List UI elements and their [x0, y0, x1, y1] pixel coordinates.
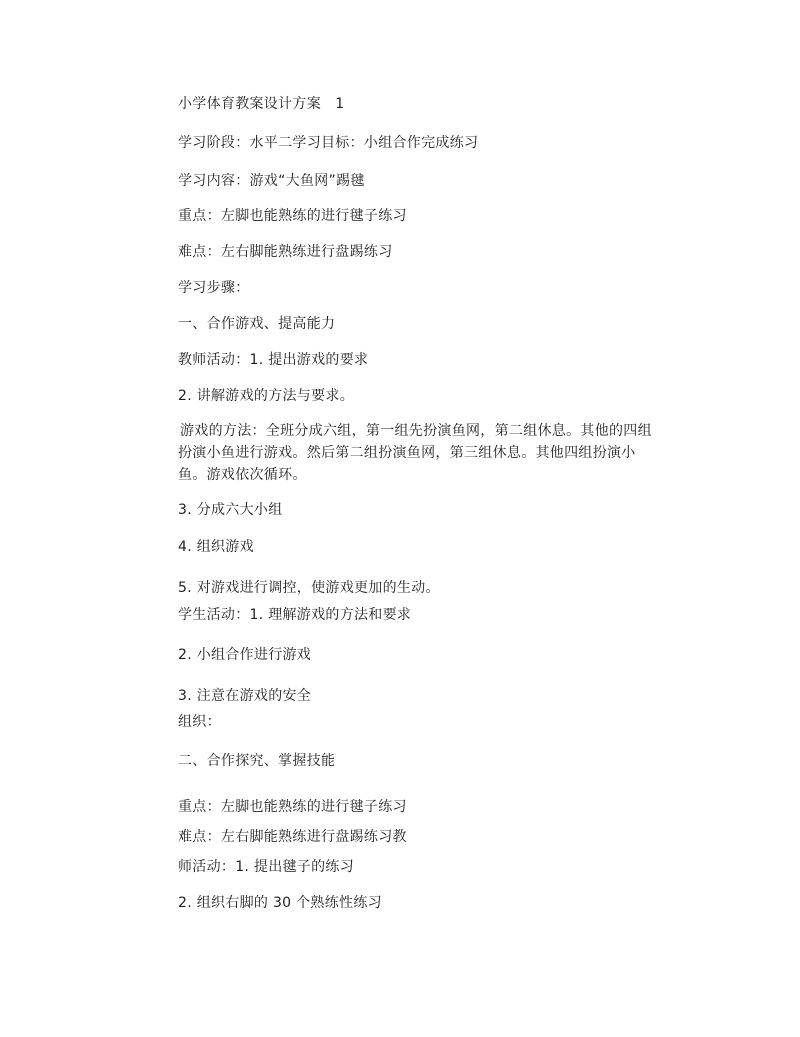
- difficulty-text: 难点：左右脚能熟练进行盘踢练习: [178, 244, 393, 260]
- game-method-paragraph: 游戏的方法：全班分成六组，第一组先扮演鱼网，第二组休息。其他的四组扮演小鱼进行游戏。然后第二组扮演鱼网，第三组休息。其他四组扮演小鱼。游戏依次循环。: [178, 423, 652, 483]
- teacher-item-5: 5. 对游戏进行调控，使游戏更加的生动。: [178, 580, 440, 596]
- student-item-2: 2. 小组合作进行游戏: [178, 647, 312, 663]
- teacher-item-3: 3. 分成六大小组: [178, 502, 283, 518]
- teacher-item-4: 4. 组织游戏: [178, 539, 254, 555]
- organization-label: 组织：: [178, 714, 221, 730]
- teacher-item-2: 2. 讲解游戏的方法与要求。: [178, 388, 355, 404]
- key-point-2-text: 重点：左脚也能熟练的进行毽子练习: [178, 799, 407, 815]
- teacher-activity-1: 教师活动：1. 提出游戏的要求: [178, 352, 369, 368]
- section-2-heading: 二、合作探究、掌握技能: [178, 753, 336, 769]
- teacher-item-2b: 2. 组织右脚的 30 个熟练性练习: [178, 895, 382, 911]
- steps-heading: 学习步骤：: [178, 280, 250, 296]
- key-point-text: 重点：左脚也能熟练的进行毽子练习: [178, 208, 407, 224]
- section-1-heading: 一、合作游戏、提高能力: [178, 316, 336, 332]
- student-activity-1: 学生活动：1. 理解游戏的方法和要求: [178, 607, 412, 623]
- student-item-3: 3. 注意在游戏的安全: [178, 688, 312, 704]
- document-title: 小学体育教案设计方案 1: [178, 96, 345, 112]
- learning-stage-text: 学习阶段：水平二学习目标：小组合作完成练习: [178, 135, 479, 151]
- teacher-activity-2: 师活动：1. 提出毽子的练习: [178, 859, 355, 875]
- difficulty-2-text: 难点：左右脚能熟练进行盘踢练习教: [178, 829, 407, 845]
- learning-content-text: 学习内容：游戏“大鱼网”踢毽: [178, 173, 365, 189]
